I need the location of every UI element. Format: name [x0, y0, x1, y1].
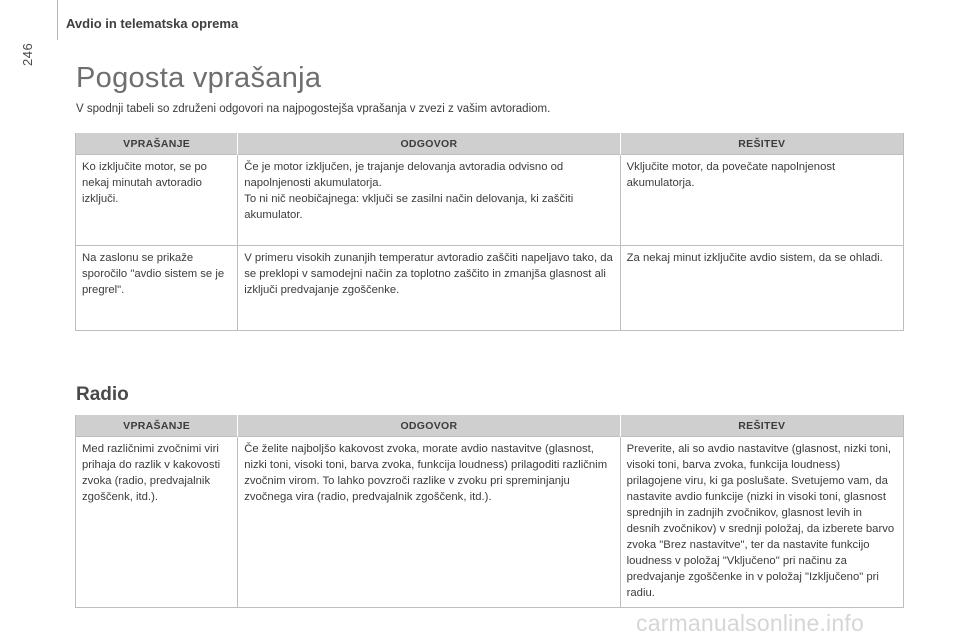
- intro-text: V spodnji tabeli so združeni odgovori na najpogostejša vprašanja v zvezi z vašim avtoradiom.: [76, 103, 551, 115]
- radio-section-title: Radio: [76, 384, 129, 405]
- faq-table-general: [75, 133, 904, 331]
- column-header-solution: REŠITEV: [620, 133, 903, 155]
- column-header-question: VPRAŠANJE: [76, 133, 238, 155]
- section-header: Avdio in telematska oprema: [66, 16, 239, 31]
- answer-cell: Če želite najboljšo kakovost zvoka, morate avdio nastavitve (glasnost, nizki toni, visoki toni, barva zvoka, funkcija loudness) prilagoditi različnim zvočnim virom. To lahko povzroči razlike v zvoku pri spreminjanju zvočnega vira (radio, predvajalnik zgoščenk, itd.).: [238, 437, 620, 608]
- table-row: [76, 437, 904, 608]
- answer-text: To ni nič neobičajnega: vključi se zasilni način delovanja, ki zaščiti akumulator.: [244, 193, 574, 221]
- table-header-row: [76, 133, 904, 155]
- table-row: [76, 155, 904, 246]
- solution-cell: Preverite, ali so avdio nastavitve (glasnost, nizki toni, visoki toni, barva zvoka, funkcija loudness) prilagojene viru, ki ga poslušate. Svetujemo vam, da nastavite avdio funkcije (nizki in visoki toni, glasnost sprednjih in zadnjih zvočnikov, glasnost levih in desnih zvočnikov) v srednji položaj, da izberete barvo zvoka "Brez nastavitve", ter da nastavite funkcijo loudness v položaj "Vključeno" pri načinu za predvajanje zgoščenke in v položaj "Izključeno" pri radiu.: [620, 437, 903, 608]
- answer-text: Če je motor izključen, je trajanje delovanja avtoradia odvisno od napolnjenosti akumulatorja.: [244, 161, 564, 189]
- column-header-solution: REŠITEV: [620, 415, 903, 437]
- solution-cell: Vključite motor, da povečate napolnjenost akumulatorja.: [620, 155, 903, 246]
- question-cell: Na zaslonu se prikaže sporočilo "avdio sistem se je pregrel".: [76, 246, 238, 331]
- column-header-question: VPRAŠANJE: [76, 415, 238, 437]
- watermark-link[interactable]: carmanualsonline.info: [636, 610, 864, 636]
- page-number: 246: [20, 42, 35, 66]
- solution-cell: Za nekaj minut izključite avdio sistem, da se ohladi.: [620, 246, 903, 331]
- page-title: Pogosta vprašanja: [76, 62, 322, 94]
- question-cell: Med različnimi zvočnimi viri prihaja do razlik v kakovosti zvoka (radio, predvajalnik zgoščenk, itd.).: [76, 437, 238, 608]
- column-header-answer: ODGOVOR: [238, 415, 620, 437]
- table-header-row: [76, 415, 904, 437]
- faq-table-radio: [75, 415, 904, 608]
- answer-cell: [238, 155, 620, 246]
- question-cell: Ko izključite motor, se po nekaj minutah avtoradio izključi.: [76, 155, 238, 246]
- table-row: [76, 246, 904, 331]
- column-header-answer: ODGOVOR: [238, 133, 620, 155]
- answer-cell: V primeru visokih zunanjih temperatur avtoradio zaščiti napeljavo tako, da se preklopi v samodejni način za toplotno zaščito in zmanjša glasnost ali izključi predvajanje zgoščenke.: [238, 246, 620, 331]
